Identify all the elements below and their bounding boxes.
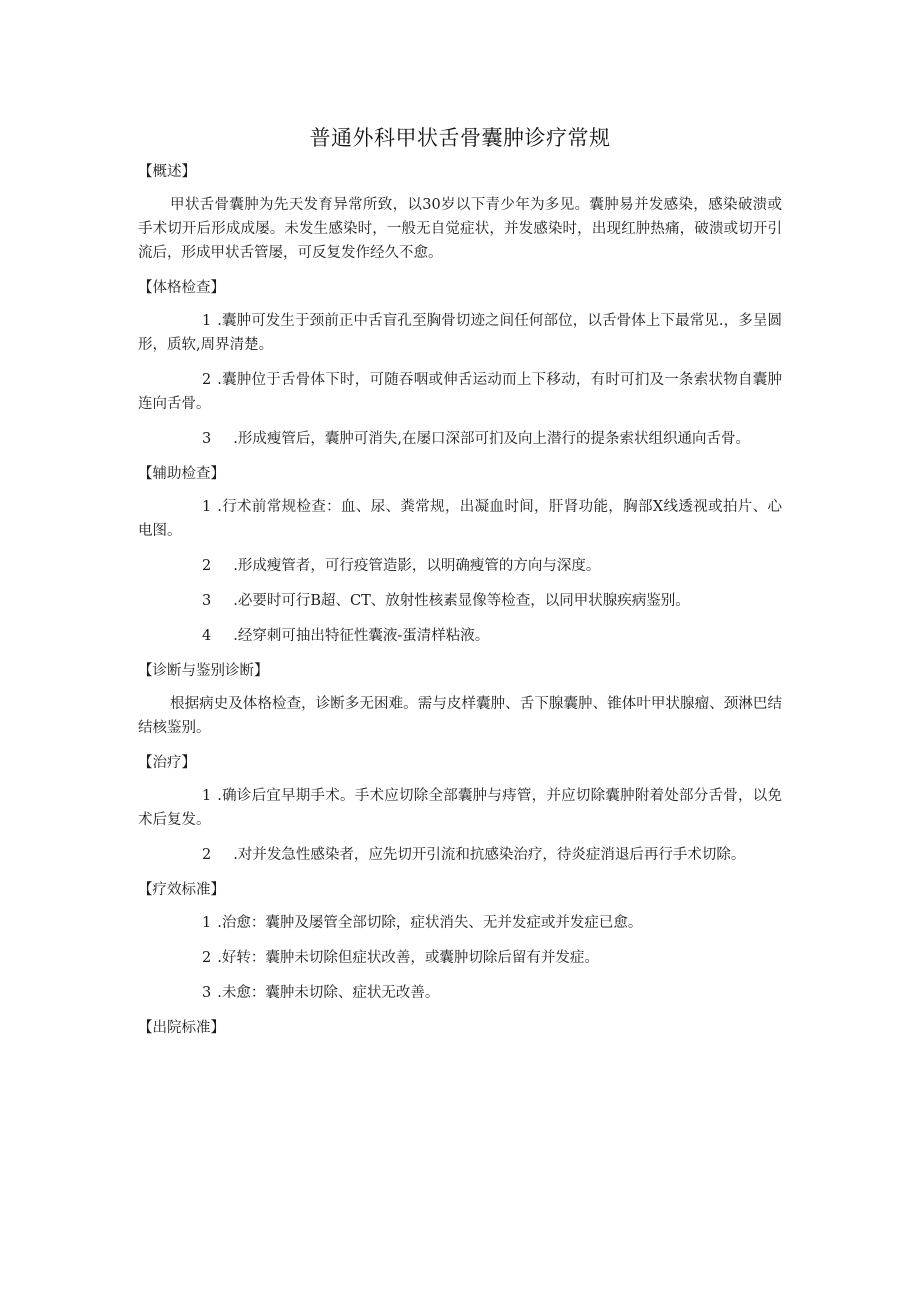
item-number: 1 xyxy=(202,313,212,329)
section-heading-treatment: 【治疗】 xyxy=(138,755,196,771)
efficacy-item xyxy=(138,981,782,1005)
item-text: .形成瘦管者，可行疫管造影，以明确瘦管的方向与深度。 xyxy=(233,558,601,574)
item-text: .好转：囊肿未切除但症状改善，或囊肿切除后留有并发症。 xyxy=(217,950,599,966)
item-text: .形成瘦管后，囊肿可消失,在屡口深部可扪及向上潜行的提条索状组织通向舌骨。 xyxy=(233,431,750,447)
item-text: .囊肿位于舌骨体下时，可随吞咽或伸舌运动而上下移动，有时可扪及一条索状物自囊肿连向舌骨。 xyxy=(138,372,782,412)
physical-exam-item xyxy=(138,368,782,416)
item-number: 3 xyxy=(202,431,212,447)
overview-paragraph: 甲状舌骨囊肿为先天发育异常所致，以30岁以下青少年为多见。囊肿易并发感染，感染破溃或手术切开后形成成屡。未发生感染时，一般无自觉症状，并发感染时，出现红肿热痛，破溃或切开引流后，形成甲状舌管屡，可反复发作经久不愈。 xyxy=(138,197,782,261)
item-number: 2 xyxy=(202,372,212,388)
diagnosis-paragraph: 根据病史及体格检查，诊断多无困难。需与皮样囊肿、舌下腺囊肿、锥体叶甲状腺瘤、颈淋巴结结核鉴别。 xyxy=(138,696,782,736)
section-heading-diagnosis: 【诊断与鉴别诊断】 xyxy=(138,663,269,679)
item-number: 3 xyxy=(202,593,212,609)
item-number: 4 xyxy=(202,628,212,644)
item-text: .行术前常规检查：血、尿、粪常规，出凝血时间，肝肾功能，胸部X线透视或拍片、心电图。 xyxy=(138,499,782,539)
item-number: 2 xyxy=(202,558,212,574)
section-heading-discharge-criteria: 【出院标准】 xyxy=(138,1020,225,1036)
item-text: .未愈：囊肿未切除、症状无改善。 xyxy=(217,985,440,1001)
efficacy-item xyxy=(138,911,782,935)
auxiliary-exam-item xyxy=(138,624,782,648)
efficacy-item xyxy=(138,946,782,970)
item-text: .必要时可行B超、CT、放射性核素显像等检查，以同甲状腺疾病鉴别。 xyxy=(233,593,690,609)
section-heading-auxiliary-exam: 【辅助检查】 xyxy=(138,466,225,482)
section-heading-efficacy-criteria: 【疗效标准】 xyxy=(138,882,225,898)
item-number: 1 xyxy=(202,915,212,931)
section-heading-overview: 【概述】 xyxy=(138,164,196,180)
item-number: 2 xyxy=(202,950,212,966)
item-number: 2 xyxy=(202,847,212,863)
section-heading-physical-exam: 【体格检查】 xyxy=(138,280,225,296)
treatment-item xyxy=(138,843,782,867)
treatment-item xyxy=(138,784,782,832)
page-title: 普通外科甲状舌骨囊肿诊疗常规 xyxy=(309,126,611,150)
item-number: 1 xyxy=(202,499,212,515)
item-text: .囊肿可发生于颈前正中舌盲孔至胸骨切迹之间任何部位，以舌骨体上下最常见.，多呈圆形，质软,周界清楚。 xyxy=(138,313,782,353)
item-number: 1 xyxy=(202,788,212,804)
item-number: 3 xyxy=(202,985,212,1001)
item-text: .经穿刺可抽出特征性囊液-蛋清样粘液。 xyxy=(233,628,490,644)
physical-exam-item xyxy=(138,309,782,357)
auxiliary-exam-item xyxy=(138,589,782,613)
physical-exam-item xyxy=(138,427,782,451)
auxiliary-exam-item xyxy=(138,495,782,543)
auxiliary-exam-item xyxy=(138,554,782,578)
item-text: .确诊后宜早期手术。手术应切除全部囊肿与痔管，并应切除囊肿附着处部分舌骨，以免术后复发。 xyxy=(138,788,782,828)
item-text: .治愈：囊肿及屡管全部切除，症状消失、无并发症或并发症已愈。 xyxy=(217,915,643,931)
item-text: .对并发急性感染者，应先切开引流和抗感染治疗，待炎症消退后再行手术切除。 xyxy=(233,847,746,863)
document-body xyxy=(138,160,782,1049)
